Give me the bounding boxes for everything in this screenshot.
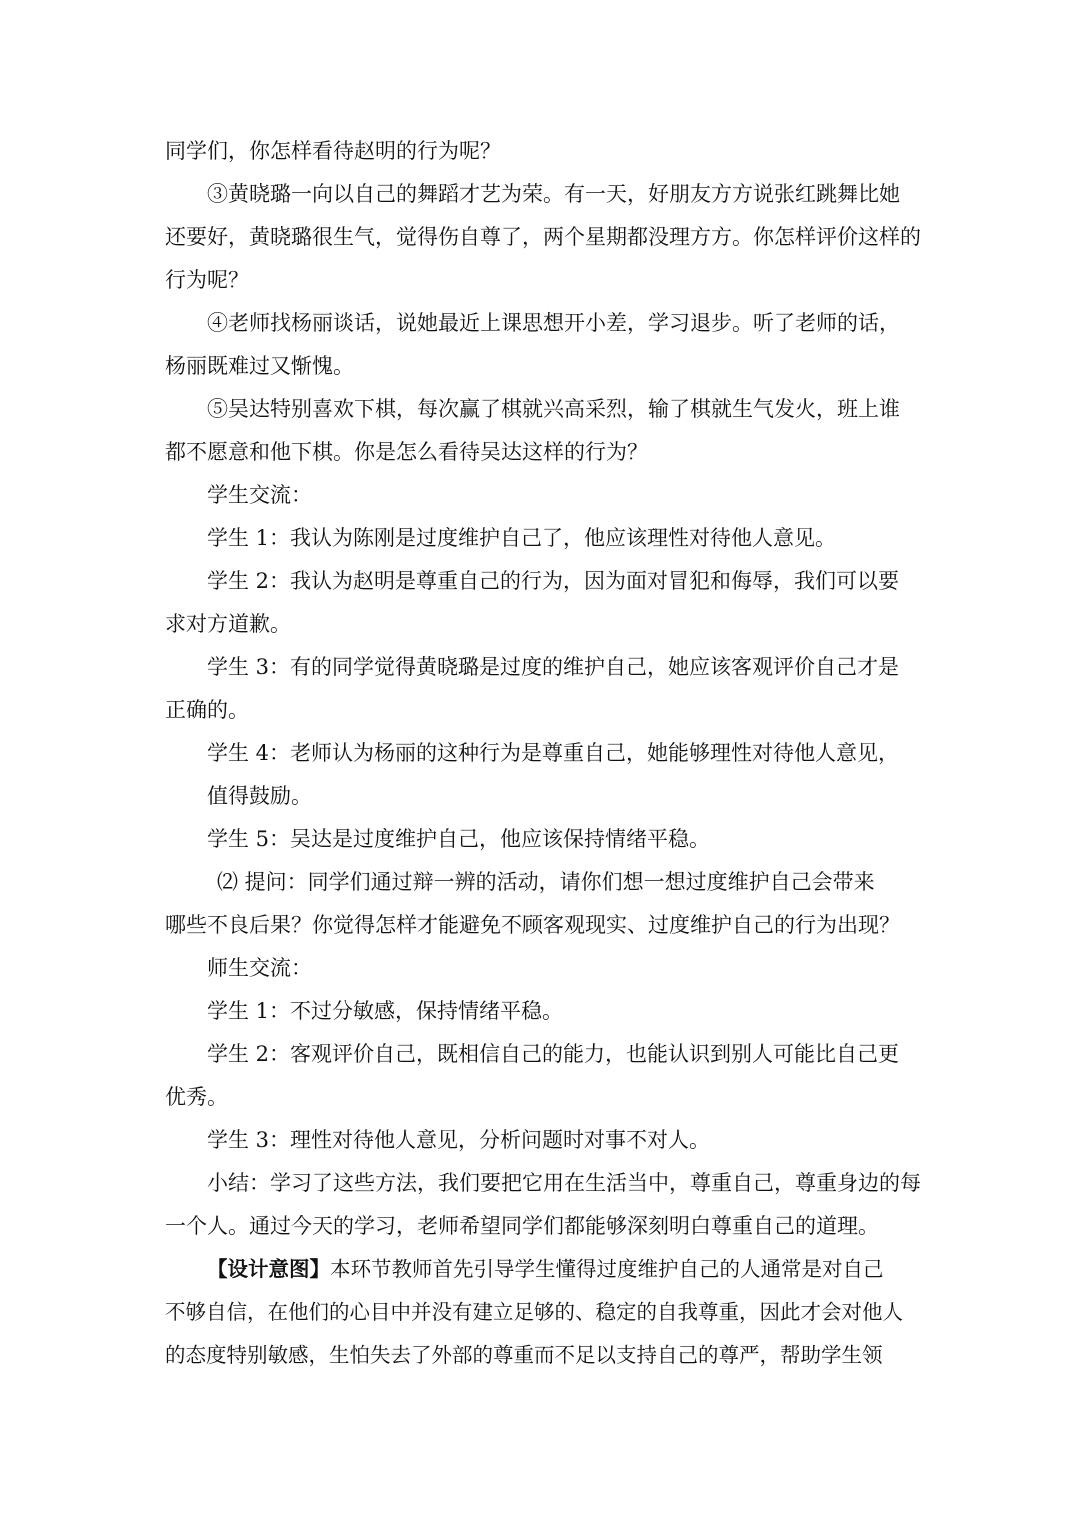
text-line: 不够自信，在他们的心目中并没有建立足够的、稳定的自我尊重，因此才会对他人 (165, 1300, 903, 1324)
text-line: 学生 3：有的同学觉得黄晓璐是过度的维护自己，她应该客观评价自己才是 (207, 655, 900, 679)
design-intent-text: 本环节教师首先引导学生懂得过度维护自己的人通常是对自己 (330, 1257, 884, 1281)
text-line: 杨丽既难过又惭愧。 (165, 354, 354, 378)
text-line: ③黄晓璐一向以自己的舞蹈才艺为荣。有一天，好朋友方方说张红跳舞比她 (207, 182, 900, 206)
text-line: 哪些不良后果？你觉得怎样才能避免不顾客观现实、过度维护自己的行为出现？ (165, 913, 900, 937)
text-line: 学生 2：我认为赵明是尊重自己的行为，因为面对冒犯和侮辱，我们可以要 (207, 569, 900, 593)
text-line: 学生 1：我认为陈刚是过度维护自己了，他应该理性对待他人意见。 (207, 526, 837, 550)
text-line: ④老师找杨丽谈话，说她最近上课思想开小差，学习退步。听了老师的话， (207, 311, 900, 335)
text-line: 行为呢？ (165, 268, 249, 292)
text-line: ⑵ 提问：同学们通过辩一辨的活动，请你们想一想过度维护自己会带来 (217, 870, 875, 894)
text-line: 都不愿意和他下棋。你是怎么看待吴达这样的行为？ (165, 440, 648, 464)
text-line: 学生 1：不过分敏感，保持情绪平稳。 (207, 999, 564, 1023)
text-line: 学生 4：老师认为杨丽的这种行为是尊重自己，她能够理性对待他人意见， (207, 741, 900, 765)
text-line: 学生交流： (207, 483, 312, 507)
text-line: 学生 3：理性对待他人意见，分析问题时对事不对人。 (207, 1128, 711, 1152)
text-line: 求对方道歉。 (165, 612, 291, 636)
text-line: 小结：学习了这些方法，我们要把它用在生活当中，尊重自己，尊重身边的每 (207, 1171, 921, 1195)
text-line: 同学们，你怎样看待赵明的行为呢？ (165, 139, 501, 163)
text-line: 优秀。 (165, 1085, 228, 1109)
text-line: 学生 5：吴达是过度维护自己，他应该保持情绪平稳。 (207, 827, 711, 851)
text-line: ⑤吴达特别喜欢下棋，每次赢了棋就兴高采烈，输了棋就生气发火，班上谁 (207, 397, 900, 421)
text-line: 一个人。通过今天的学习，老师希望同学们都能够深刻明白尊重自己的道理。 (165, 1214, 879, 1238)
text-line: 的态度特别敏感，生怕失去了外部的尊重而不足以支持自己的尊严，帮助学生领 (165, 1343, 883, 1367)
text-line: 还要好，黄晓璐很生气，觉得伤自尊了，两个星期都没理方方。你怎样评价这样的 (165, 225, 921, 249)
text-line: 值得鼓励。 (207, 784, 312, 808)
text-line: 正确的。 (165, 698, 249, 722)
text-line: 师生交流： (207, 956, 312, 980)
design-intent-label: 【设计意图】 (207, 1257, 330, 1281)
design-intent-first-line (207, 1254, 884, 1284)
text-line: 学生 2：客观评价自己，既相信自己的能力，也能认识到别人可能比自己更 (207, 1042, 900, 1066)
